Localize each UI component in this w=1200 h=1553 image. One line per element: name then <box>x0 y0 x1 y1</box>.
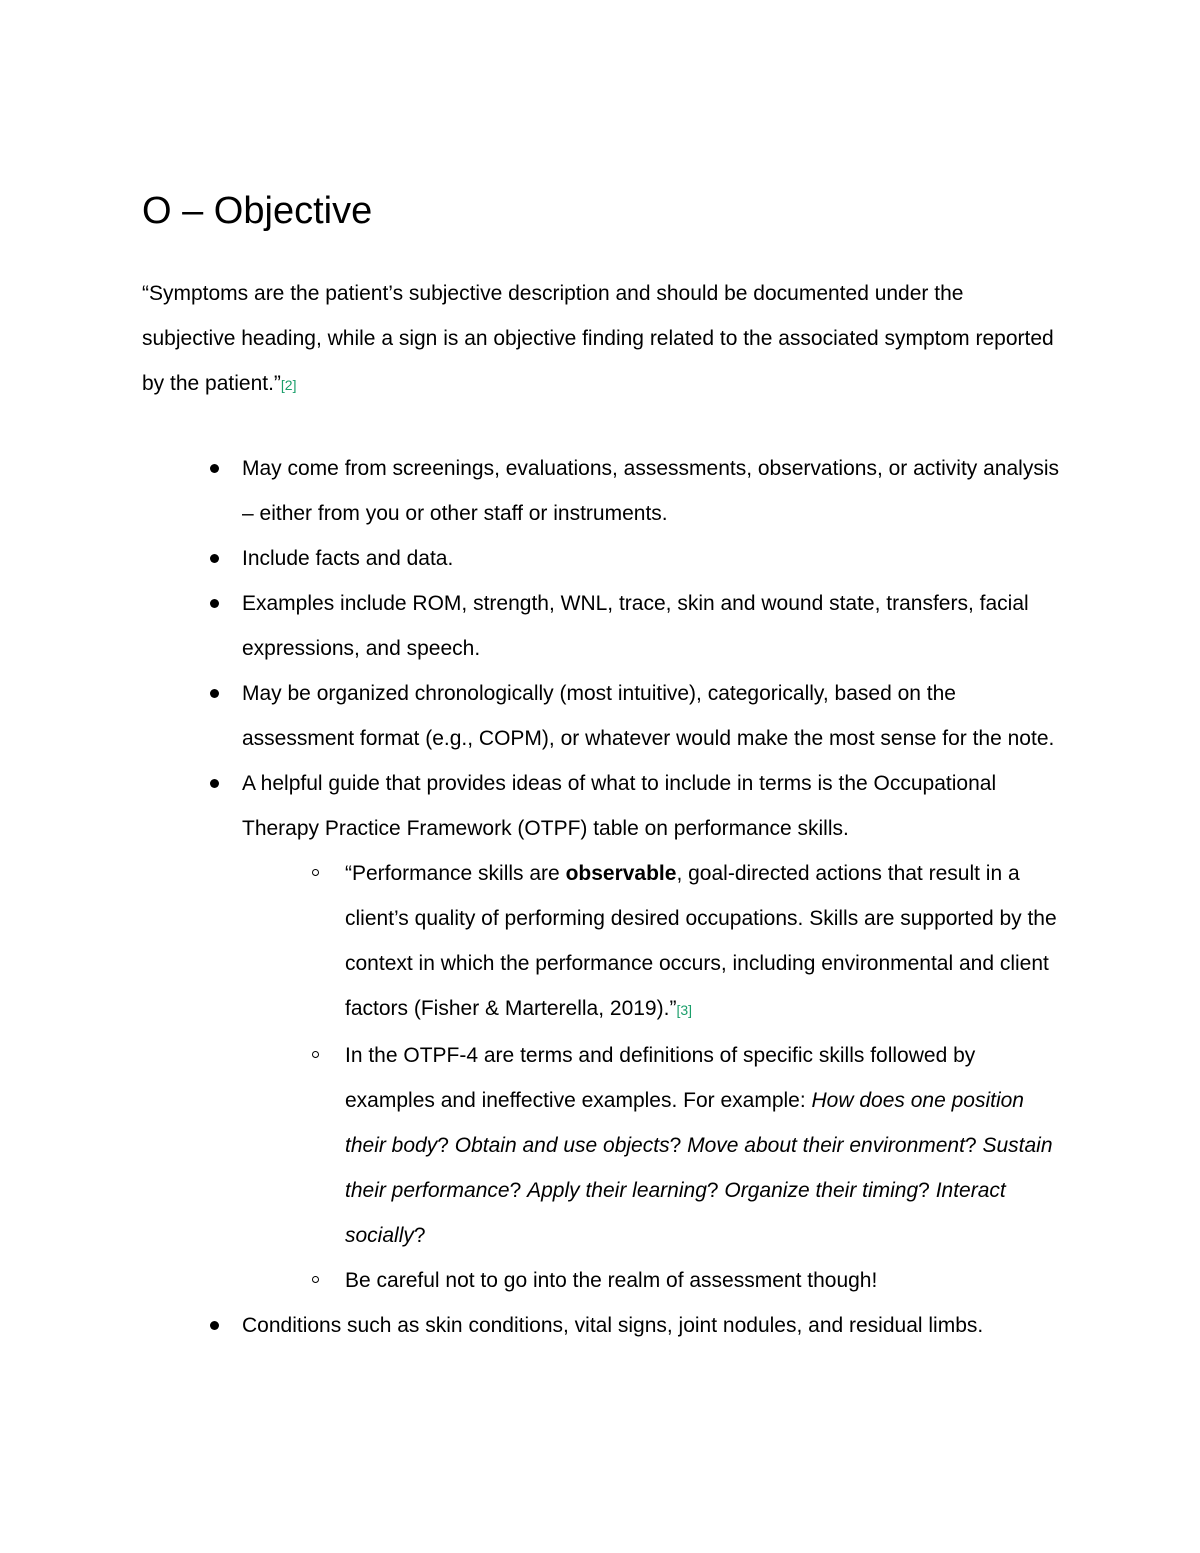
question-mark: ? <box>706 1179 719 1202</box>
question-mark: ? <box>413 1224 426 1247</box>
citation-link-2[interactable]: [2] <box>280 377 297 393</box>
example-question: Obtain and use objects <box>454 1134 670 1157</box>
bullet-text: Conditions such as skin conditions, vital signs, joint nodules, and residual limbs. <box>242 1314 984 1337</box>
section-heading: O – Objective <box>142 190 373 232</box>
bullet-text: Examples include ROM, strength, WNL, trace, skin and wound state, transfers, facial expressions, and speech. <box>242 592 1029 660</box>
question-mark: ? <box>669 1134 682 1157</box>
bullet-dot-icon <box>210 599 219 608</box>
list-item <box>142 446 1067 536</box>
bullet-dot-icon <box>210 689 219 698</box>
citation-link-3[interactable]: [3] <box>676 1002 693 1018</box>
list-item <box>142 536 1067 581</box>
otpf4-lead: In the OTPF-4 are terms and definitions of specific skills followed by examples and ineffective examples. For example: <box>345 1044 976 1112</box>
list-item <box>142 581 1067 671</box>
question-mark: ? <box>964 1134 977 1157</box>
bullet-dot-icon <box>210 554 219 563</box>
example-question: Organize their timing <box>724 1179 919 1202</box>
bullet-circle-icon <box>312 1276 319 1283</box>
quote-text: “Symptoms are the patient’s subjective description and should be documented under the subjective heading, while a sign is an objective finding related to the associated symptom reported by the patient.” <box>142 282 1054 395</box>
example-question: Sustain their performance <box>345 1134 1053 1202</box>
example-question: Interact socially <box>345 1179 1006 1247</box>
list-item <box>142 671 1067 761</box>
bullet-circle-icon <box>312 1051 319 1058</box>
question-mark: ? <box>509 1179 522 1202</box>
question-mark: ? <box>437 1134 449 1157</box>
bullet-text: May come from screenings, evaluations, assessments, observations, or activity analysis – either from you or other staff or instruments. <box>242 457 1060 525</box>
performance-quote-end: , goal-directed actions that result in a client’s quality of performing desired occupations. Skills are supported by the context in which the performance occurs, including environmental and client factors (Fisher & Marterella, 2019).” <box>345 862 1057 1020</box>
list-item <box>142 1303 1067 1348</box>
performance-skills-sublist <box>242 851 1067 1303</box>
symptoms-quote <box>142 271 1062 408</box>
bullet-text: A helpful guide that provides ideas of what to include in terms is the Occupational Therapy Practice Framework (OTPF) table on performance skills. <box>242 772 997 840</box>
example-question: How does one position their body <box>345 1089 1024 1157</box>
bullet-dot-icon <box>210 779 219 788</box>
sub-list-item <box>242 1033 1067 1258</box>
bullet-text: Include facts and data. <box>242 547 454 570</box>
example-question: Move about their environment <box>687 1134 965 1157</box>
careful-note: Be careful not to go into the realm of assessment though! <box>345 1269 878 1292</box>
example-question: Apply their learning <box>527 1179 707 1202</box>
performance-quote-start: “Performance skills are <box>345 862 566 885</box>
bullet-dot-icon <box>210 1321 219 1330</box>
list-item <box>142 761 1067 1303</box>
sub-list-item <box>242 851 1067 1033</box>
observable-bold: observable <box>565 862 677 885</box>
bullet-text: May be organized chronologically (most intuitive), categorically, based on the assessment format (e.g., COPM), or whatever would make the most sense for the note. <box>242 682 1055 750</box>
sub-list-item <box>242 1258 1067 1303</box>
question-mark: ? <box>918 1179 930 1202</box>
objective-bullet-list <box>142 446 1067 1348</box>
bullet-circle-icon <box>312 869 319 876</box>
bullet-dot-icon <box>210 464 219 473</box>
